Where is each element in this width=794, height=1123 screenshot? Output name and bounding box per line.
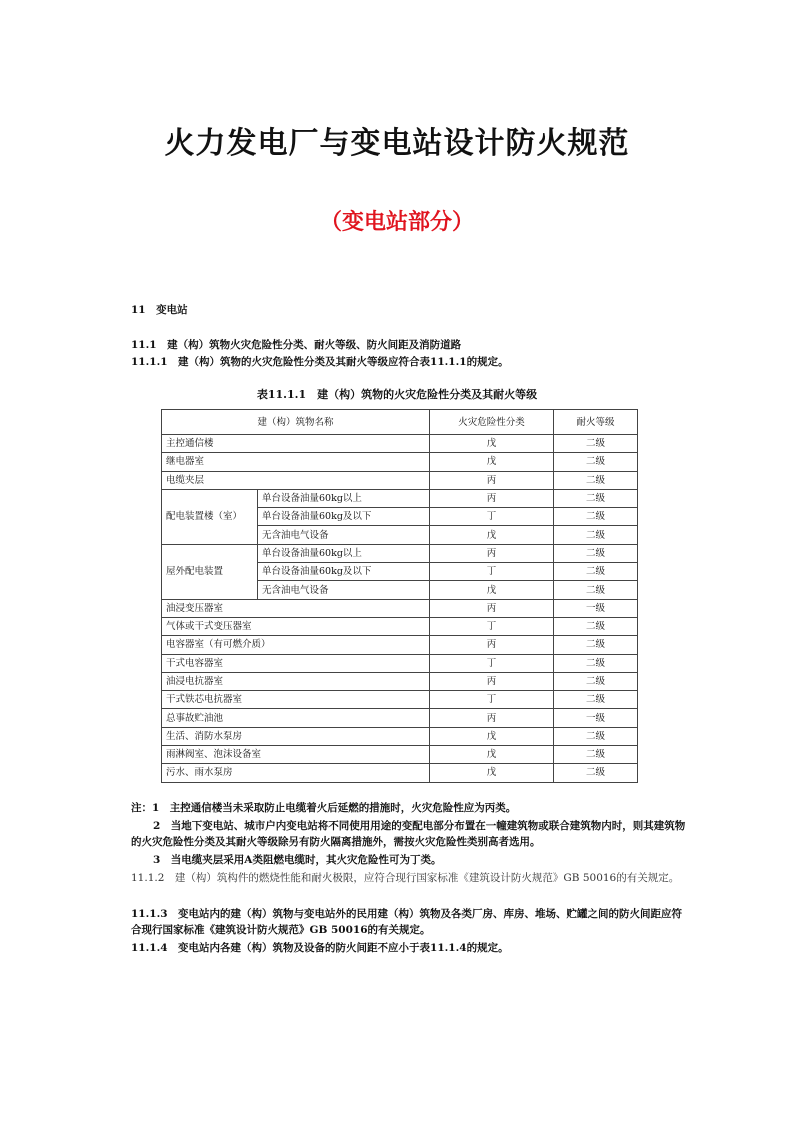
cell-name: 生活、消防水泵房 bbox=[162, 727, 430, 745]
cell-class: 丙 bbox=[430, 544, 554, 562]
cell-rating: 二级 bbox=[554, 581, 638, 599]
cell-subname: 单台设备油量60kg及以下 bbox=[258, 508, 430, 526]
table-row bbox=[162, 672, 638, 690]
cell-class: 戊 bbox=[430, 746, 554, 764]
cell-class: 戊 bbox=[430, 453, 554, 471]
cell-class: 戊 bbox=[430, 581, 554, 599]
note-3-wrap bbox=[131, 852, 691, 868]
document-subtitle: （变电站部分） bbox=[319, 209, 474, 235]
cell-rating: 一级 bbox=[554, 709, 638, 727]
cell-name: 污水、雨水泵房 bbox=[162, 764, 430, 782]
note-3: 3 当电缆夹层采用A类阻燃电缆时，其火灾危险性可为丁类。 bbox=[153, 854, 442, 866]
cell-class: 丙 bbox=[430, 471, 554, 489]
table-row bbox=[162, 691, 638, 709]
header-building-name: 建（构）筑物名称 bbox=[162, 410, 430, 435]
note-2: 2 当地下变电站、城市户内变电站将不同使用用途的变配电部分布置在一幢建筑物或联合建筑物内时，则其建筑物的火灾危险性分类及其耐火等级除另有防火隔离措施外，需按火灾危险性类别高者选用。 bbox=[131, 820, 686, 848]
table-row bbox=[162, 435, 638, 453]
table-row bbox=[162, 746, 638, 764]
table-row bbox=[162, 489, 638, 507]
cell-class: 戊 bbox=[430, 727, 554, 745]
cell-class: 丙 bbox=[430, 672, 554, 690]
section-heading: 11 变电站 bbox=[131, 304, 188, 316]
table-row bbox=[162, 453, 638, 471]
cell-rating: 二级 bbox=[554, 727, 638, 745]
cell-class: 戊 bbox=[430, 435, 554, 453]
group-name-outdoor-switchgear: 屋外配电装置 bbox=[162, 544, 258, 599]
header-fire-class: 火灾危险性分类 bbox=[430, 410, 554, 435]
cell-name: 电容器室（有可燃介质） bbox=[162, 636, 430, 654]
cell-name: 继电器室 bbox=[162, 453, 430, 471]
cell-class: 丙 bbox=[430, 489, 554, 507]
cell-class: 丁 bbox=[430, 563, 554, 581]
cell-subname: 单台设备油量60kg及以下 bbox=[258, 563, 430, 581]
table-row bbox=[162, 727, 638, 745]
cell-class: 丙 bbox=[430, 636, 554, 654]
cell-class: 戊 bbox=[430, 526, 554, 544]
cell-rating: 二级 bbox=[554, 746, 638, 764]
table-row bbox=[162, 471, 638, 489]
table-row bbox=[162, 599, 638, 617]
cell-rating: 二级 bbox=[554, 544, 638, 562]
cell-class: 丙 bbox=[430, 709, 554, 727]
cell-name: 油浸变压器室 bbox=[162, 599, 430, 617]
cell-rating: 二级 bbox=[554, 617, 638, 635]
table-row bbox=[162, 636, 638, 654]
cell-rating: 二级 bbox=[554, 654, 638, 672]
header-fire-rating: 耐火等级 bbox=[554, 410, 638, 435]
table-caption: 表11.1.1 建（构）筑物的火灾危险性分类及其耐火等级 bbox=[256, 388, 538, 401]
group-name-indoor-switchgear: 配电装置楼（室） bbox=[162, 489, 258, 544]
cell-name: 主控通信楼 bbox=[162, 435, 430, 453]
cell-rating: 二级 bbox=[554, 471, 638, 489]
cell-subname: 无含油电气设备 bbox=[258, 526, 430, 544]
table-row bbox=[162, 709, 638, 727]
cell-name: 气体或干式变压器室 bbox=[162, 617, 430, 635]
cell-name: 干式铁芯电抗器室 bbox=[162, 691, 430, 709]
cell-name: 油浸电抗器室 bbox=[162, 672, 430, 690]
cell-subname: 单台设备油量60kg以上 bbox=[258, 544, 430, 562]
clause-11-1-2: 11.1.2 建（构）筑构件的燃烧性能和耐火极限，应符合现行国家标准《建筑设计防火规范》GB 50016的有关规定。 bbox=[131, 872, 680, 884]
cell-name: 总事故贮油池 bbox=[162, 709, 430, 727]
cell-class: 丁 bbox=[430, 617, 554, 635]
cell-class: 丁 bbox=[430, 654, 554, 672]
cell-rating: 二级 bbox=[554, 435, 638, 453]
table-header-row bbox=[162, 410, 638, 435]
cell-rating: 二级 bbox=[554, 453, 638, 471]
cell-rating: 二级 bbox=[554, 563, 638, 581]
note-1: 注：1 主控通信楼当未采取防止电缆着火后延燃的措施时，火灾危险性应为丙类。 bbox=[131, 802, 517, 814]
cell-subname: 单台设备油量60kg以上 bbox=[258, 489, 430, 507]
cell-rating: 一级 bbox=[554, 599, 638, 617]
fire-classification-table bbox=[161, 409, 638, 783]
cell-rating: 二级 bbox=[554, 691, 638, 709]
cell-class: 戊 bbox=[430, 764, 554, 782]
cell-class: 丁 bbox=[430, 691, 554, 709]
note-2-wrap bbox=[131, 818, 691, 850]
cell-rating: 二级 bbox=[554, 672, 638, 690]
table-row bbox=[162, 617, 638, 635]
cell-subname: 无含油电气设备 bbox=[258, 581, 430, 599]
clause-11-1: 11.1 建（构）筑物火灾危险性分类、耐火等级、防火间距及消防道路 bbox=[131, 339, 462, 351]
cell-name: 雨淋阀室、泡沫设备室 bbox=[162, 746, 430, 764]
cell-rating: 二级 bbox=[554, 526, 638, 544]
table-row bbox=[162, 654, 638, 672]
clause-11-1-1: 11.1.1 建（构）筑物的火灾危险性分类及其耐火等级应符合表11.1.1的规定。 bbox=[131, 356, 509, 368]
table-row bbox=[162, 544, 638, 562]
cell-rating: 二级 bbox=[554, 636, 638, 654]
cell-rating: 二级 bbox=[554, 489, 638, 507]
table-row bbox=[162, 764, 638, 782]
cell-class: 丁 bbox=[430, 508, 554, 526]
clause-11-1-4: 11.1.4 变电站内各建（构）筑物及设备的防火间距不应小于表11.1.4的规定。 bbox=[131, 942, 509, 954]
cell-class: 丙 bbox=[430, 599, 554, 617]
cell-rating: 二级 bbox=[554, 764, 638, 782]
cell-rating: 二级 bbox=[554, 508, 638, 526]
cell-name: 干式电容器室 bbox=[162, 654, 430, 672]
clause-11-1-3: 11.1.3 变电站内的建（构）筑物与变电站外的民用建（构）筑物及各类厂房、库房、堆场、贮罐之间的防火间距应符合现行国家标准《建筑设计防火规范》GB 50016的有关规定。 bbox=[131, 908, 683, 936]
cell-name: 电缆夹层 bbox=[162, 471, 430, 489]
document-title: 火力发电厂与变电站设计防火规范 bbox=[164, 126, 630, 161]
